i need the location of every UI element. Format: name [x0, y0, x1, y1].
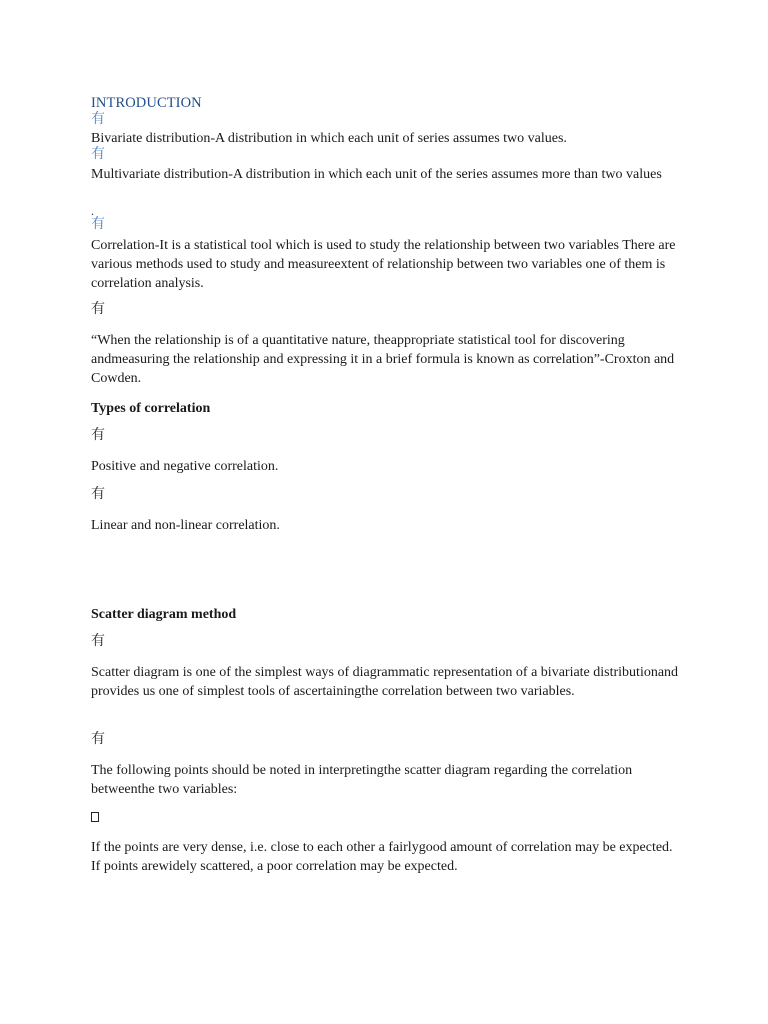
multivariate-paragraph: Multivariate distribution-A distribution in which each unit of the series assumes more than two values	[91, 167, 662, 182]
linear-nonlinear-correlation-item: Linear and non-linear correlation.	[91, 518, 280, 533]
bivariate-paragraph: Bivariate distribution-A distribution in which each unit of series assumes two values.	[91, 131, 567, 146]
bullet-glyph: 有	[91, 634, 105, 649]
bullet-glyph: 有	[91, 487, 105, 502]
types-of-correlation-heading: Types of correlation	[91, 401, 211, 416]
square-bullet-icon	[91, 812, 99, 822]
dense-points-paragraph: If the points are very dense, i.e. close to each other a fairlygood amount of correlation may be expected. If points arewidely scattered, a poor correlation may be expected.	[91, 840, 677, 874]
scatter-diagram-heading: Scatter diagram method	[91, 607, 237, 622]
bullet-glyph: 有	[91, 732, 105, 747]
scatter-definition-paragraph: Scatter diagram is one of the simplest ways of diagrammatic representation of a bivariate distributionand provides us one of simplest tools of ascertainingthe correlation between two variables.	[91, 665, 682, 699]
bullet-glyph: 有	[91, 147, 105, 162]
positive-negative-correlation-item: Positive and negative correlation.	[91, 459, 279, 474]
introduction-heading: INTRODUCTION	[91, 95, 202, 111]
bullet-glyph: 有	[91, 302, 105, 317]
correlation-definition-paragraph: Correlation-It is a statistical tool which is used to study the relationship between two variables There are various methods used to study and measureextent of relationship between two variables one of them is correlation analysis.	[91, 238, 679, 291]
quote-paragraph: “When the relationship is of a quantitative nature, theappropriate statistical tool for discovering andmeasuring the relationship and expressing it in a brief formula is known as correlation”-Croxton and Cowden.	[91, 333, 678, 386]
points-intro-paragraph: The following points should be noted in interpretingthe scatter diagram regarding the correlation betweenthe two variables:	[91, 763, 636, 797]
bullet-glyph: 有	[91, 428, 105, 443]
period-glyph: .	[91, 204, 94, 218]
bullet-glyph: 有	[91, 217, 105, 232]
bullet-glyph: 有	[91, 112, 105, 127]
